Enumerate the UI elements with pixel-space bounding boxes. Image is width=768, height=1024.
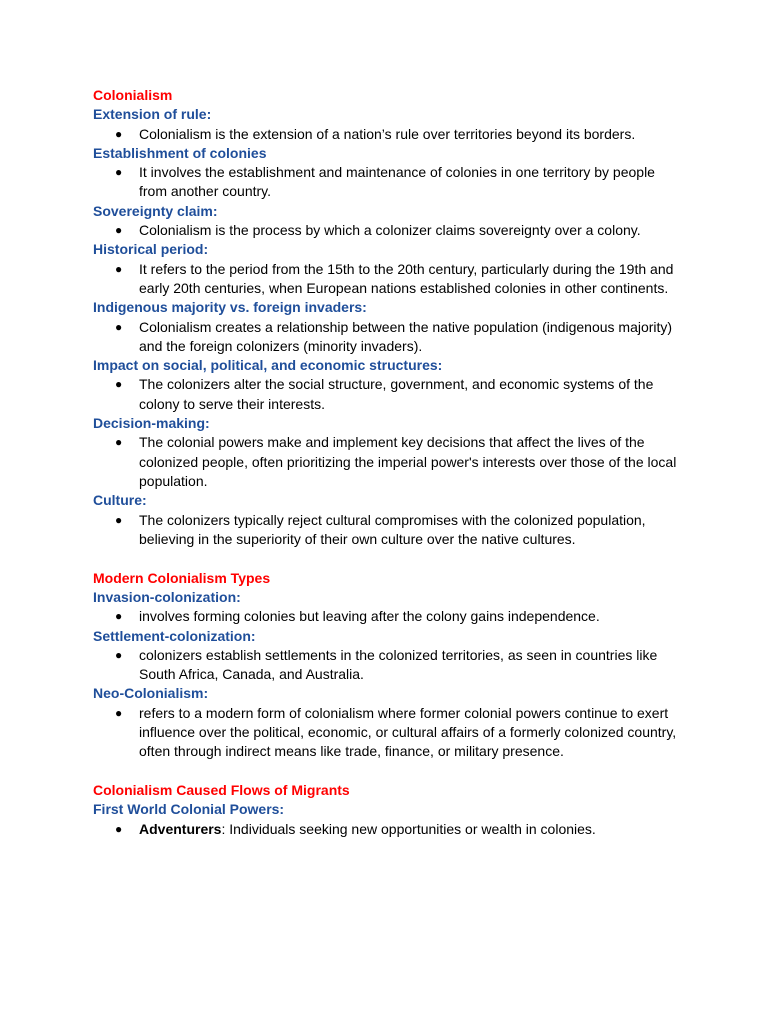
bullet-icon: ● <box>115 435 123 450</box>
bullet-text: The colonizers alter the social structure, government, and economic systems of the colony to serve their interests. <box>139 376 654 412</box>
subheading-establishment-of-colonies: Establishment of colonies <box>93 144 267 161</box>
bullet-icon: ● <box>115 165 123 180</box>
bullet-text: Colonialism creates a relationship between the native population (indigenous majority) and the foreign colonizers (minority invaders). <box>139 318 673 354</box>
section-spacer <box>93 549 683 569</box>
bullet-icon: ● <box>115 821 123 836</box>
subheading-historical-period: Historical period: <box>93 241 209 258</box>
bullet-item <box>93 260 683 299</box>
bullet-icon: ● <box>115 319 123 334</box>
bullet-text: refers to a modern form of colonialism where former colonial powers continue to exert influence over the political, economic, or cultural affairs of a formerly colonized country, often through indirect means like trade, finance, or military presence. <box>139 704 677 760</box>
bullet-text: Colonialism is the extension of a nation’s rule over territories beyond its borders. <box>139 125 636 142</box>
subheading-indigenous-majority: Indigenous majority vs. foreign invaders: <box>93 299 367 316</box>
section-spacer <box>93 762 683 782</box>
bullet-bold-term: Adventurers <box>139 820 222 837</box>
bullet-item <box>93 607 683 626</box>
bullet-item <box>93 125 683 144</box>
section-title-flows-of-migrants: Colonialism Caused Flows of Migrants <box>93 782 350 799</box>
bullet-icon: ● <box>115 609 123 624</box>
bullet-icon: ● <box>115 512 123 527</box>
section-title-modern-colonialism-types: Modern Colonialism Types <box>93 569 271 586</box>
subheading-impact-on-structures: Impact on social, political, and economic structures: <box>93 357 443 374</box>
bullet-item <box>93 433 683 491</box>
subheading-culture: Culture: <box>93 492 147 509</box>
bullet-item <box>93 704 683 762</box>
document-content <box>93 86 683 839</box>
bullet-text: It involves the establishment and maintenance of colonies in one territory by people from another country. <box>139 164 655 200</box>
subheading-neo-colonialism: Neo-Colonialism: <box>93 685 209 702</box>
bullet-icon: ● <box>115 377 123 392</box>
subheading-extension-of-rule: Extension of rule: <box>93 106 212 123</box>
bullet-text: involves forming colonies but leaving after the colony gains independence. <box>139 608 600 625</box>
bullet-icon: ● <box>115 261 123 276</box>
bullet-item <box>93 163 683 202</box>
bullet-item <box>93 646 683 685</box>
bullet-text: : Individuals seeking new opportunities or wealth in colonies. <box>221 820 596 837</box>
bullet-icon: ● <box>115 705 123 720</box>
bullet-item <box>93 511 683 550</box>
bullet-text: The colonial powers make and implement key decisions that affect the lives of the colonized people, often prioritizing the imperial power's interests over those of the local population. <box>139 434 677 489</box>
subheading-invasion-colonization: Invasion-colonization: <box>93 588 241 605</box>
bullet-item <box>93 820 683 839</box>
bullet-item <box>93 221 683 240</box>
bullet-text: It refers to the period from the 15th to the 20th century, particularly during the 19th and early 20th centuries, when European nations established colonies in other continents. <box>139 260 674 296</box>
bullet-item <box>93 318 683 357</box>
bullet-icon: ● <box>115 126 123 141</box>
subheading-sovereignty-claim: Sovereignty claim: <box>93 202 218 219</box>
bullet-icon: ● <box>115 223 123 238</box>
subheading-decision-making: Decision-making: <box>93 415 210 432</box>
section-title-colonialism: Colonialism <box>93 87 173 103</box>
bullet-item <box>93 375 683 414</box>
bullet-text: Colonialism is the process by which a colonizer claims sovereignty over a colony. <box>139 222 641 239</box>
bullet-icon: ● <box>115 647 123 662</box>
bullet-text: colonizers establish settlements in the colonized territories, as seen in countries like South Africa, Canada, and Australia. <box>139 646 658 683</box>
bullet-text: The colonizers typically reject cultural compromises with the colonized population, believing in the superiority of their own culture over the native cultures. <box>139 511 646 547</box>
subheading-first-world-colonial-powers: First World Colonial Powers: <box>93 801 285 818</box>
subheading-settlement-colonization: Settlement-colonization: <box>93 627 256 644</box>
